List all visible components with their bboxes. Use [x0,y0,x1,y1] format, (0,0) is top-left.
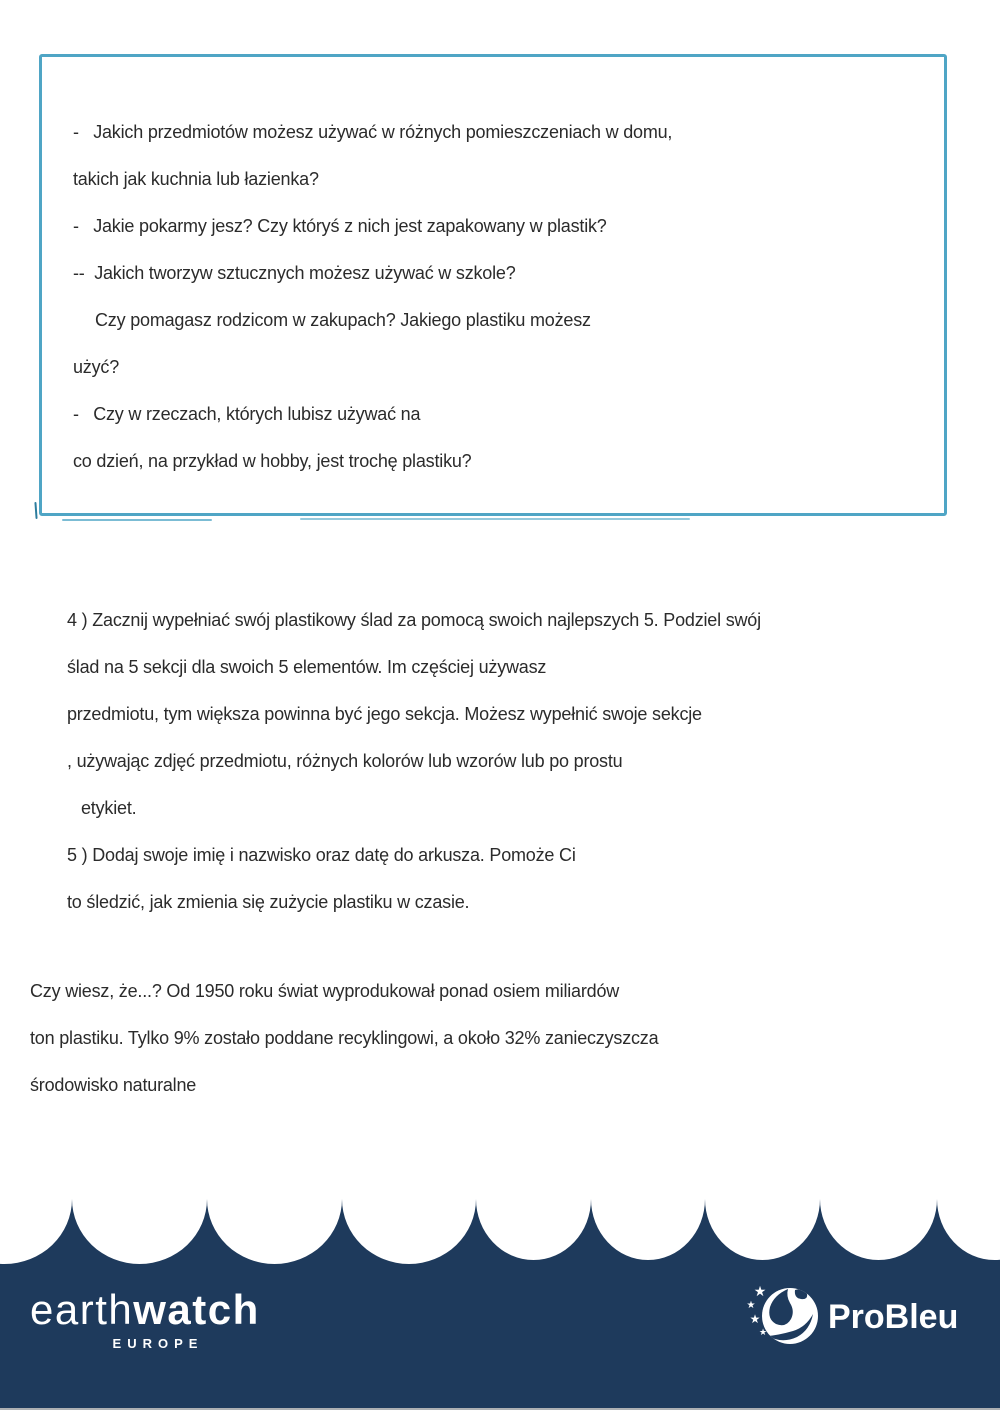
star-icon: ★ [746,1300,756,1311]
instruction-line: przedmiotu, tym większa powinna być jego sekcja. Możesz wypełnić swoje sekcje [67,704,702,724]
instruction-line: , używając zdjęć przedmiotu, różnych kolorów lub wzorów lub po prostu [67,751,623,771]
question-line: takich jak kuchnia lub łazienka? [73,169,319,189]
fact-line: Czy wiesz, że...? Od 1950 roku świat wyprodukował ponad osiem miliardów [30,981,620,1001]
question-line: - Czy w rzeczach, których lubisz używać na [73,404,421,424]
instruction-line: 4 ) Zacznij wypełniać swój plastikowy ślad za pomocą swoich najlepszych 5. Podziel swój [67,610,761,630]
question-line: -- Jakich tworzyw sztucznych możesz używać w szkole? [73,263,516,283]
fact-line: ton plastiku. Tylko 9% zostało poddane recyklingowi, a około 32% zanieczyszcza [30,1028,659,1048]
instruction-line: etykiet. [81,798,137,818]
question-line: użyć? [73,357,120,377]
star-icon: ★ [749,1312,761,1326]
page-edge-line [0,1408,1000,1410]
probleu-icon [742,1280,820,1352]
instruction-line: ślad na 5 sekcji dla swoich 5 elementów. Im częściej używasz [67,657,547,677]
instruction-line: 5 ) Dodaj swoje imię i nazwisko oraz datę do arkusza. Pomoże Ci [67,845,576,865]
question-line: - Jakie pokarmy jesz? Czy któryś z nich jest zapakowany w plastik? [73,216,607,236]
star-icon: ★ [753,1283,767,1299]
earthwatch-europe-label: EUROPE [112,1336,204,1351]
earthwatch-word-watch: watch [133,1286,260,1333]
probleu-wordmark: ProBleu [828,1298,959,1336]
instruction-line: to śledzić, jak zmienia się zużycie plastiku w czasie. [67,892,470,912]
question-line: co dzień, na przykład w hobby, jest trochę plastiku? [73,451,472,471]
question-line: - Jakich przedmiotów możesz używać w różnych pomieszczeniach w domu, [73,122,673,142]
earthwatch-logo [30,1286,280,1351]
earthwatch-wordmark [30,1286,280,1333]
earthwatch-word-earth: earth [30,1286,134,1333]
probleu-logo [742,1280,958,1352]
question-line: Czy pomagasz rodzicom w zakupach? Jakiego plastiku możesz [95,310,591,330]
fact-line: środowisko naturalne [30,1075,197,1095]
wave-decoration [0,1197,1000,1265]
star-icon: ★ [758,1327,768,1337]
